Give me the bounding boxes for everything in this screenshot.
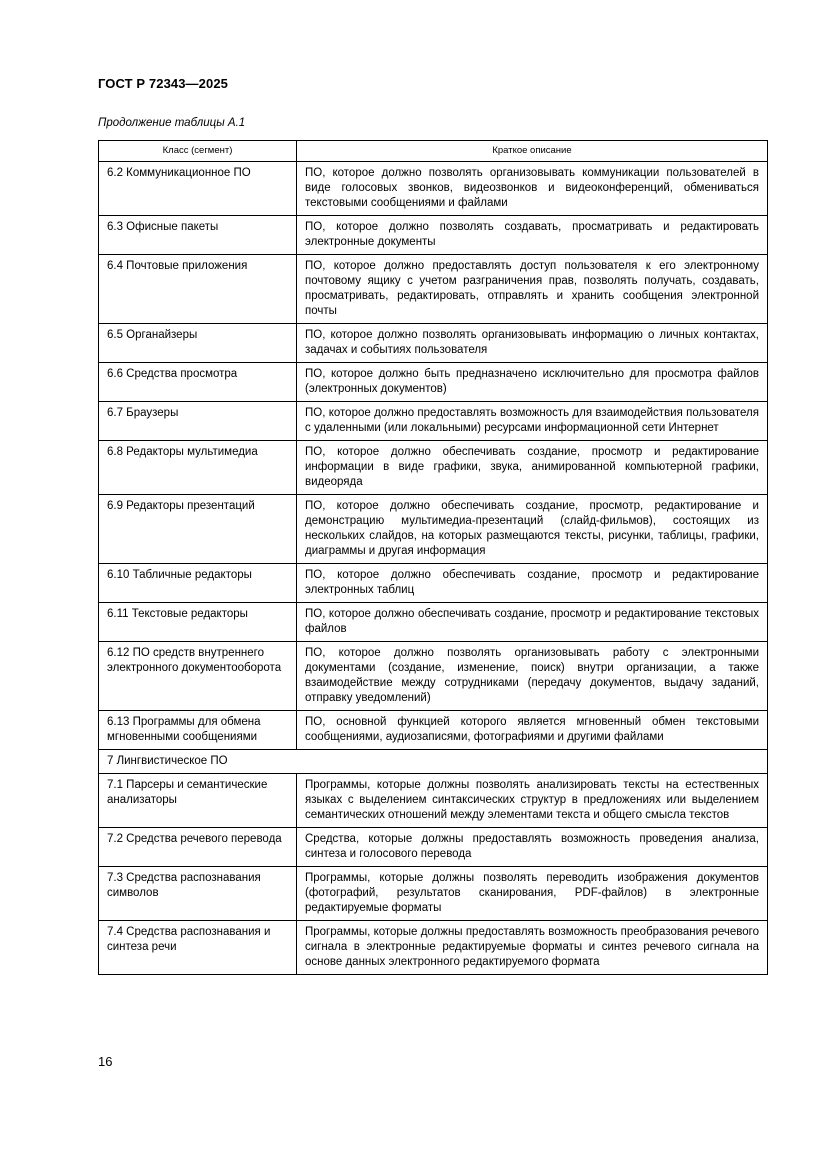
description-cell: Программы, которые должны позволять переводить изображения документов (фотографий, результатов сканирования, PDF-файлов) в электронные редактируемые форматы	[297, 867, 768, 921]
description-cell: ПО, которое должно обеспечивать создание, просмотр и редактирование текстовых файлов	[297, 603, 768, 642]
description-cell: ПО, которое должно позволять организовывать работу с электронными документами (создание, изменение, поиск) внутри организации, а также взаимодействие между сотрудниками (передачу документов, выдачу заданий, отправку уведомлений)	[297, 642, 768, 711]
class-cell: 6.5 Органайзеры	[99, 324, 297, 363]
class-cell: 6.8 Редакторы мультимедиа	[99, 441, 297, 495]
description-cell: Программы, которые должны позволять анализировать тексты на естественных языках с выделением синтаксических структур в предложениях или выделением семантических отношений между элементами текста и общего смысла текстов	[297, 774, 768, 828]
table-row	[99, 921, 768, 975]
table-row	[99, 324, 768, 363]
column-header-class: Класс (сегмент)	[99, 141, 297, 162]
class-cell: 7.4 Средства распознавания и синтеза речи	[99, 921, 297, 975]
class-cell: 7.2 Средства речевого перевода	[99, 828, 297, 867]
table-row	[99, 216, 768, 255]
class-cell: 6.6 Средства просмотра	[99, 363, 297, 402]
class-cell: 7.1 Парсеры и семантические анализаторы	[99, 774, 297, 828]
description-cell: ПО, которое должно обеспечивать создание, просмотр, редактирование и демонстрацию мультимедиа-презентаций (слайд-фильмов), состоящих из нескольких слайдов, на которых размещаются тексты, рисунки, таблицы, графики, диаграммы и другая информация	[297, 495, 768, 564]
table-header-row	[99, 141, 768, 162]
description-cell: ПО, основной функцией которого является мгновенный обмен текстовыми сообщениями, аудиозаписями, фотографиями и другими файлами	[297, 711, 768, 750]
class-cell: 6.9 Редакторы презентаций	[99, 495, 297, 564]
description-cell: ПО, которое должно позволять организовывать коммуникации пользователей в виде голосовых звонков, видеозвонков и видеоконференций, обмениваться текстовыми сообщениями и файлами	[297, 162, 768, 216]
description-cell: ПО, которое должно предоставлять доступ пользователя к его электронному почтовому ящику с учетом разграничения прав, позволять получать, создавать, просматривать, редактировать, отправлять и хранить сообщения электронной почты	[297, 255, 768, 324]
description-cell: ПО, которое должно обеспечивать создание, просмотр и редактирование информации в виде графики, звука, анимированной компьютерной графики, видеоряда	[297, 441, 768, 495]
description-cell: ПО, которое должно позволять создавать, просматривать и редактировать электронные документы	[297, 216, 768, 255]
class-cell: 7.3 Средства распознавания символов	[99, 867, 297, 921]
table-row	[99, 867, 768, 921]
table-row	[99, 603, 768, 642]
table-row	[99, 363, 768, 402]
table-row	[99, 642, 768, 711]
classification-table	[98, 140, 768, 975]
description-cell: ПО, которое должно позволять организовывать информацию о личных контактах, задачах и событиях пользователя	[297, 324, 768, 363]
document-id: ГОСТ Р 72343—2025	[98, 76, 228, 91]
table-row	[99, 441, 768, 495]
table-row	[99, 162, 768, 216]
class-cell: 6.2 Коммуникационное ПО	[99, 162, 297, 216]
table-row	[99, 255, 768, 324]
class-cell: 6.7 Браузеры	[99, 402, 297, 441]
class-cell: 6.10 Табличные редакторы	[99, 564, 297, 603]
table-row	[99, 495, 768, 564]
table-row	[99, 828, 768, 867]
table-body	[99, 162, 768, 975]
class-cell: 6.3 Офисные пакеты	[99, 216, 297, 255]
column-header-description: Краткое описание	[297, 141, 768, 162]
class-cell: 6.12 ПО средств внутреннего электронного документооборота	[99, 642, 297, 711]
class-cell: 6.4 Почтовые приложения	[99, 255, 297, 324]
class-cell: 6.11 Текстовые редакторы	[99, 603, 297, 642]
table-caption: Продолжение таблицы А.1	[98, 117, 246, 129]
table-row	[99, 564, 768, 603]
table-row	[99, 774, 768, 828]
description-cell: ПО, которое должно предоставлять возможность для взаимодействия пользователя с удаленными (или локальными) ресурсами информационной сети Интернет	[297, 402, 768, 441]
class-cell: 6.13 Программы для обмена мгновенными сообщениями	[99, 711, 297, 750]
description-cell: ПО, которое должно быть предназначено исключительно для просмотра файлов (электронных документов)	[297, 363, 768, 402]
table-row	[99, 711, 768, 750]
description-cell: Программы, которые должны предоставлять возможность преобразования речевого сигнала в электронные редактируемые форматы и синтез речевого сигнала на основе данных электронного редактируемого формата	[297, 921, 768, 975]
description-cell: ПО, которое должно обеспечивать создание, просмотр и редактирование электронных таблиц	[297, 564, 768, 603]
description-cell: Средства, которые должны предоставлять возможность проведения анализа, синтеза и голосового перевода	[297, 828, 768, 867]
table-row	[99, 402, 768, 441]
page-number: 16	[98, 1054, 113, 1069]
table-section-row	[99, 750, 768, 774]
section-heading: 7 Лингвистическое ПО	[99, 750, 768, 774]
